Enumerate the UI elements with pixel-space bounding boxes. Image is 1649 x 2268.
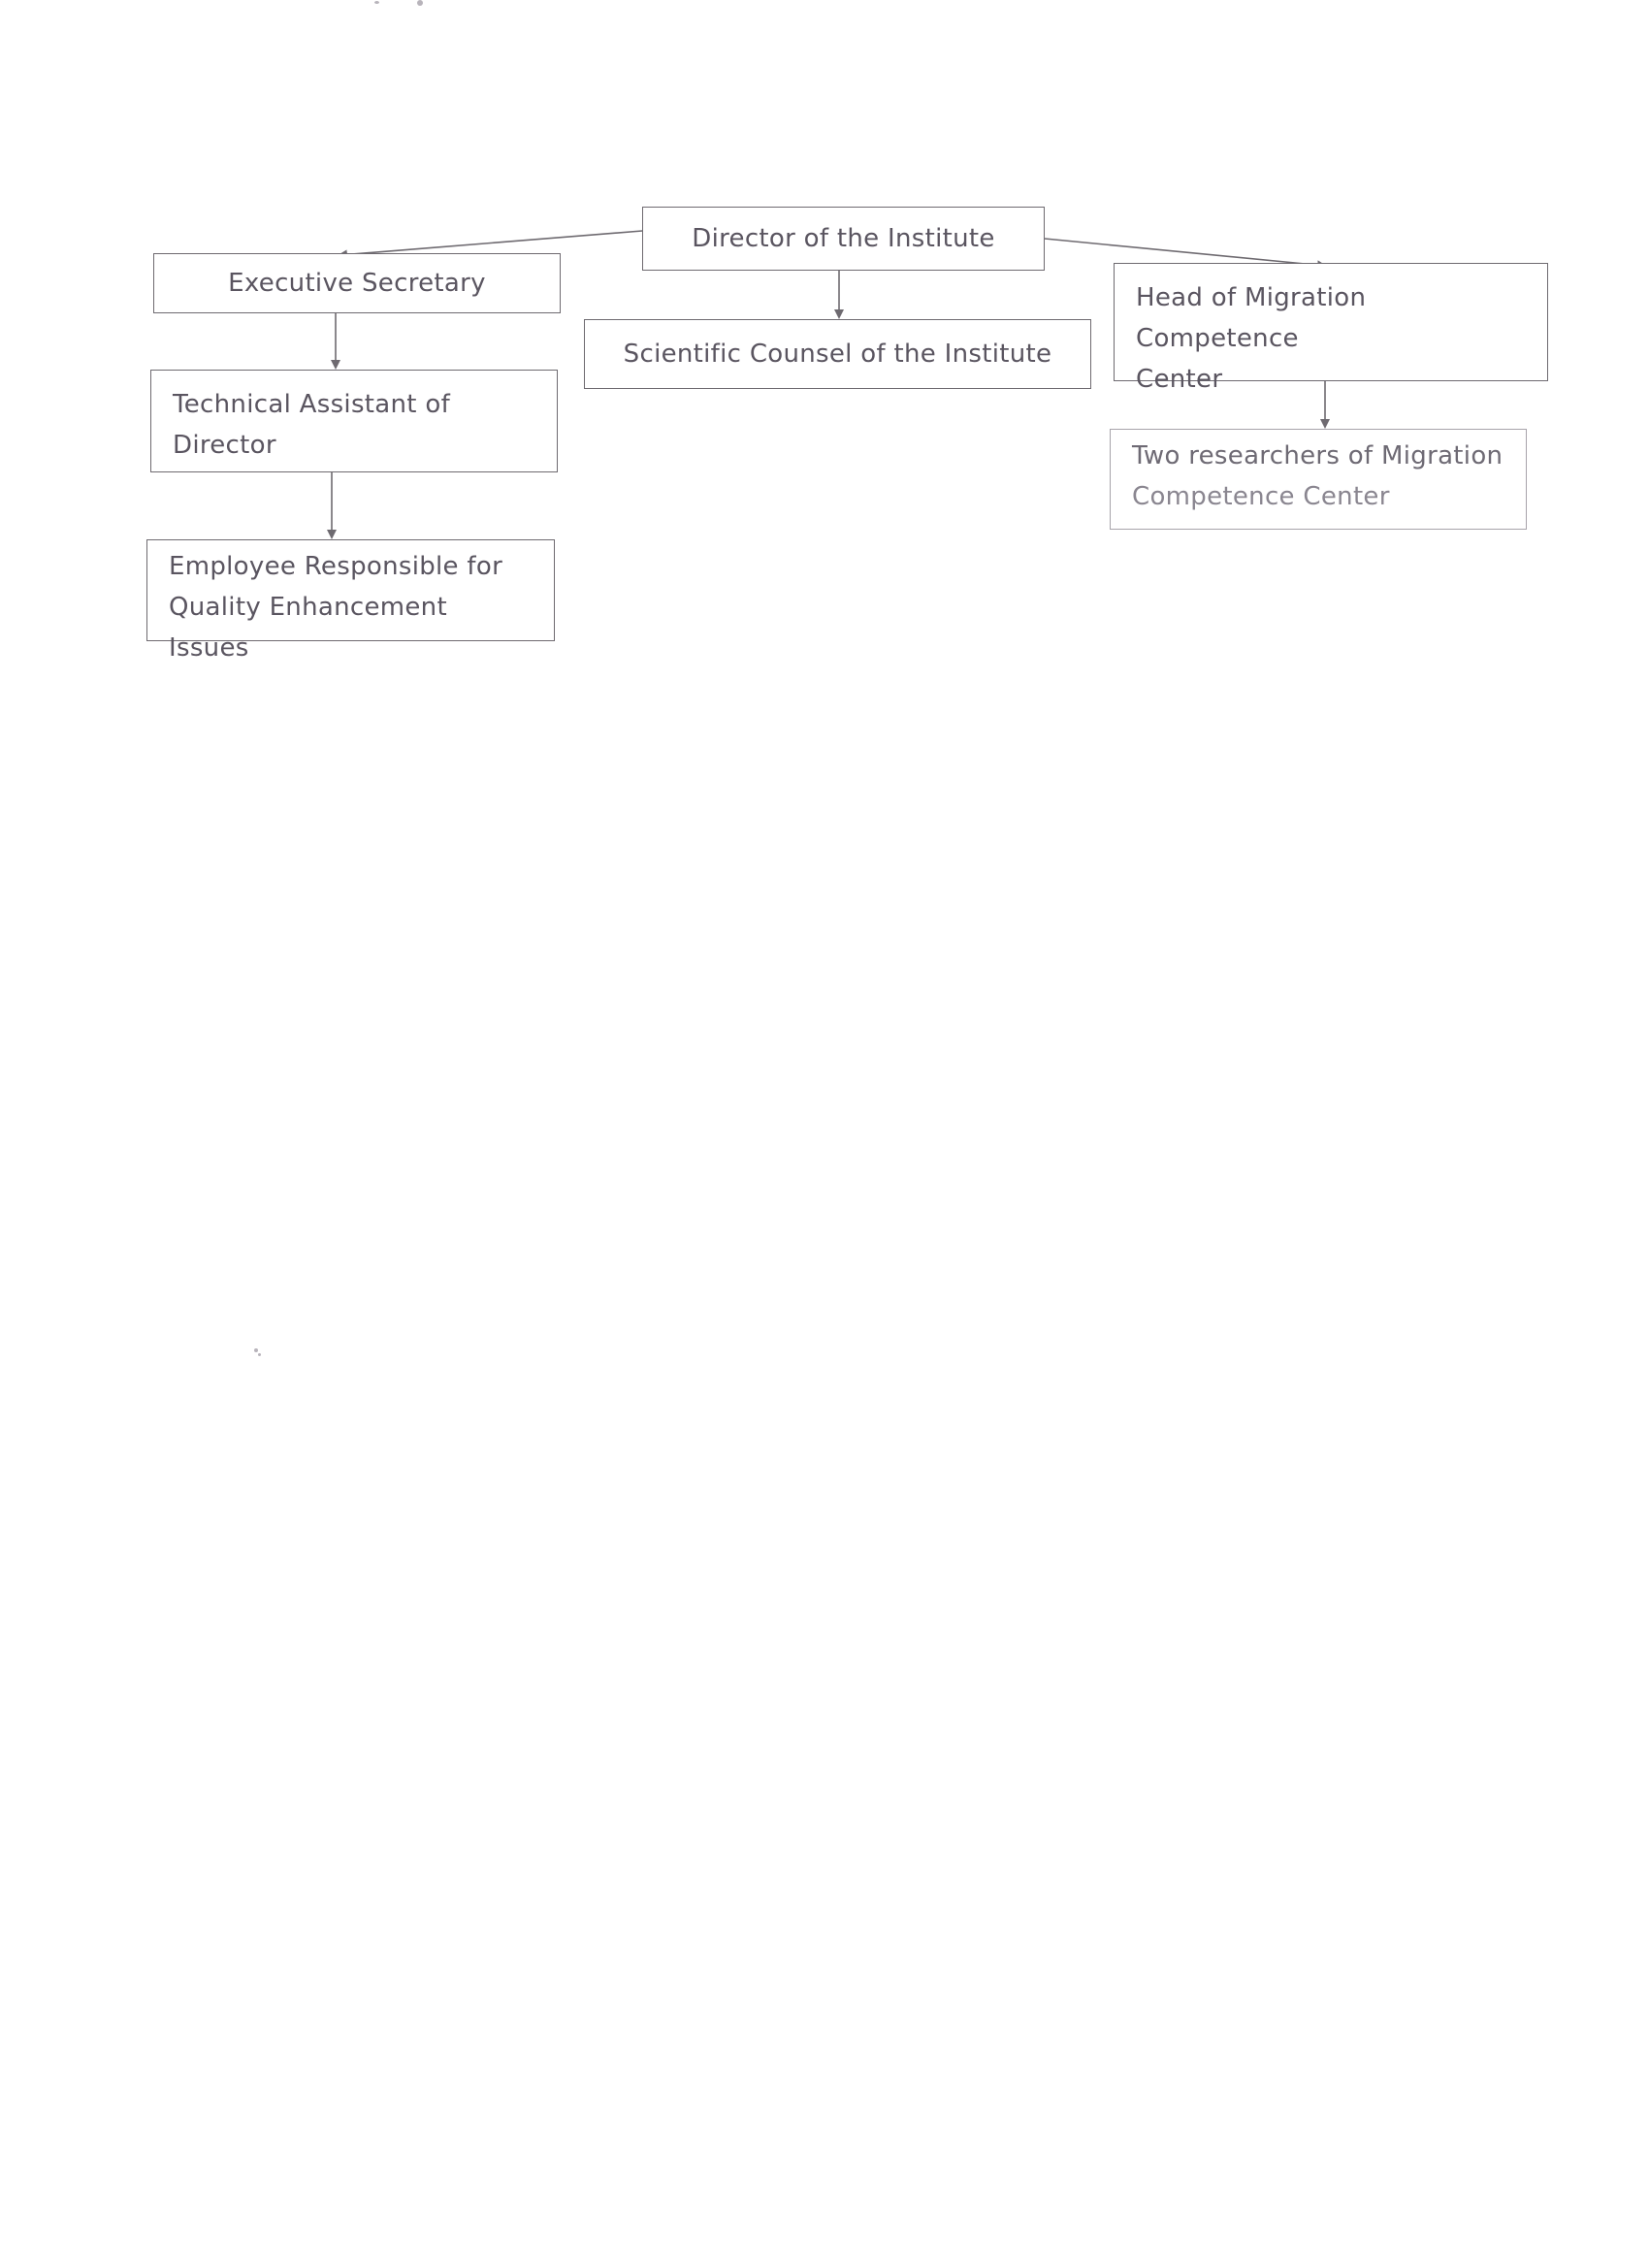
- executive-secretary-label: Executive Secretary: [228, 269, 486, 298]
- researchers-label-line2: Competence Center: [1132, 482, 1390, 511]
- head-migration-label-line2: Center: [1136, 365, 1223, 394]
- researchers-box: [1110, 429, 1527, 530]
- scientific-counsel-box: [584, 319, 1091, 389]
- employee-quality-label-line1: Employee Responsible for: [169, 552, 503, 581]
- scan-speck: [374, 1, 379, 4]
- head-migration-box: [1114, 263, 1548, 394]
- technical-assistant-box: [150, 370, 558, 472]
- scientific-counsel-label: Scientific Counsel of the Institute: [623, 340, 1052, 369]
- executive-secretary-box: [153, 253, 561, 313]
- technical-assistant-label: Technical Assistant of Director: [173, 390, 451, 460]
- head-migration-label-line1: Head of Migration Competence: [1136, 283, 1367, 353]
- director-label: Director of the Institute: [692, 224, 995, 253]
- arrow-director-to-head-migration: [1045, 239, 1325, 266]
- director-box: [642, 207, 1045, 271]
- scan-speck: [254, 1348, 258, 1352]
- arrow-director-to-executive-secretary: [340, 231, 642, 255]
- employee-quality-box: [146, 539, 555, 663]
- employee-quality-label-line2: Quality Enhancement Issues: [169, 593, 447, 663]
- scan-speck: [258, 1353, 261, 1356]
- scan-speck: [417, 0, 423, 6]
- researchers-label-line1: Two researchers of Migration: [1132, 441, 1504, 470]
